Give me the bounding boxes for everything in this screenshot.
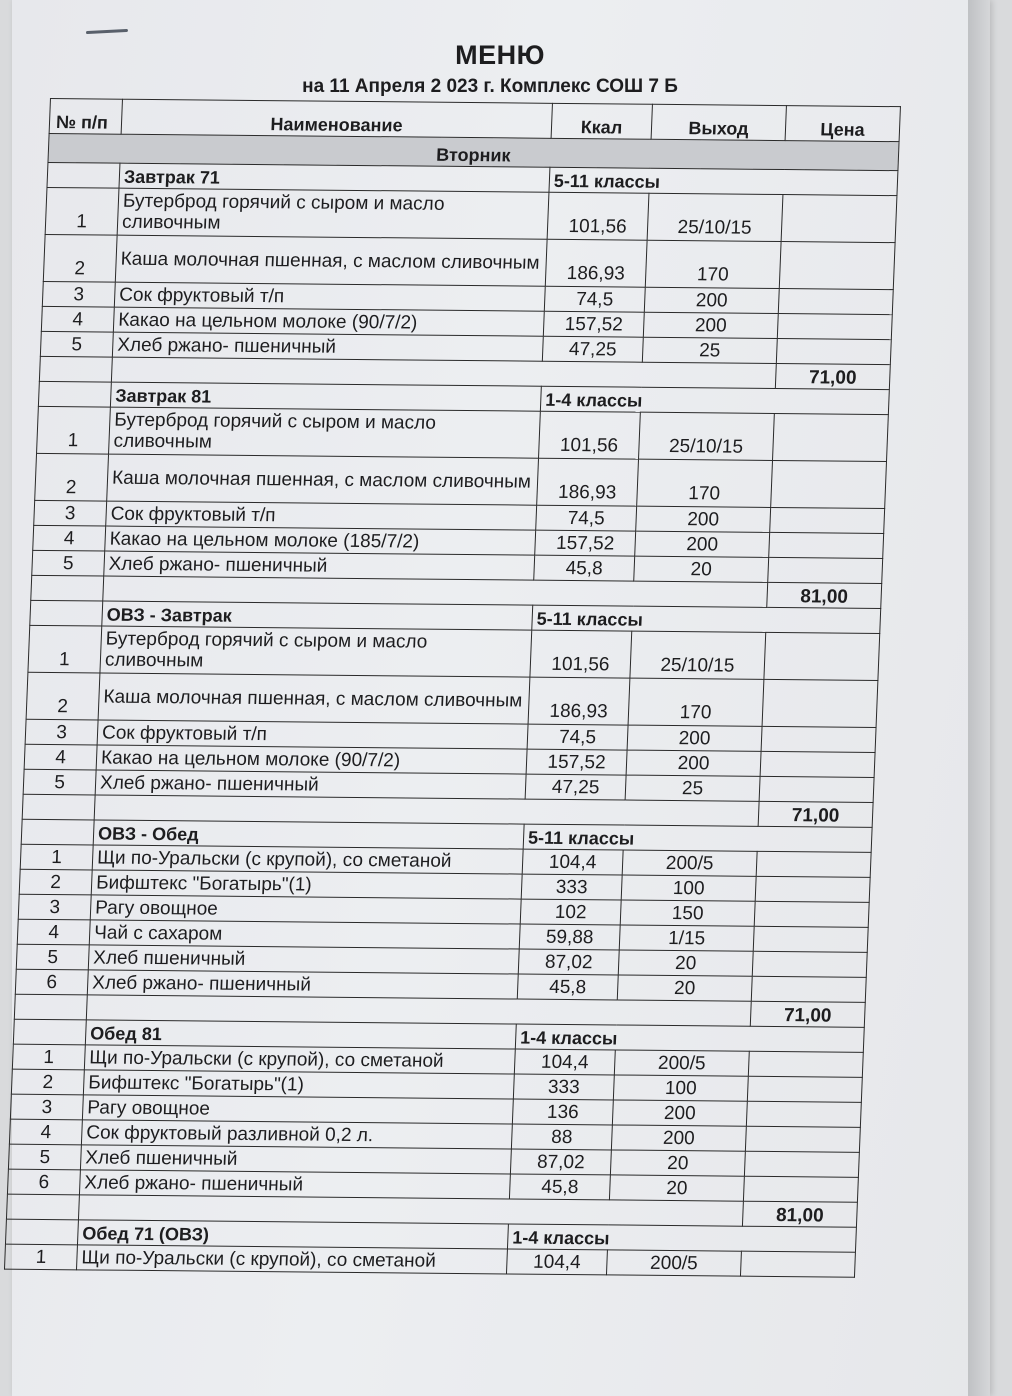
dish-output: 25 <box>625 775 760 801</box>
dish-price <box>777 314 892 340</box>
total-empty-cell <box>14 994 87 1020</box>
table-row <box>26 672 878 727</box>
section-title: Обед 81 <box>85 1020 516 1049</box>
dish-name: Хлеб ржано- пшеничный <box>95 770 526 799</box>
dish-kcal: 87,02 <box>510 1149 611 1175</box>
dish-kcal: 74,5 <box>536 505 637 531</box>
day-label: Вторник <box>48 133 899 170</box>
dish-output: 25 <box>642 337 777 363</box>
dish-name: Сок фруктовый т/п <box>97 720 528 749</box>
section-title: ОВЗ - Завтрак <box>102 601 533 630</box>
row-number: 3 <box>10 1094 83 1120</box>
dish-name: Хлеб пшеничный <box>80 1145 511 1174</box>
section-title: Завтрак 81 <box>110 382 541 411</box>
section-num-cell <box>13 1019 86 1045</box>
table-row <box>35 453 887 508</box>
dish-price <box>754 901 869 927</box>
dish-name: Хлеб ржано- пшеничный <box>112 332 543 361</box>
dish-name: Хлеб ржано- пшеничный <box>104 551 535 580</box>
dish-kcal: 104,4 <box>506 1249 607 1275</box>
dish-output: 25/10/15 <box>630 631 766 679</box>
section-total-price: 71,00 <box>758 801 873 827</box>
dish-kcal: 101,56 <box>539 411 641 459</box>
row-number: 5 <box>32 550 105 576</box>
dish-price <box>776 338 891 364</box>
row-number: 2 <box>26 672 100 720</box>
section-title: Обед 71 (ОВЗ) <box>77 1220 508 1249</box>
dish-output: 200/5 <box>606 1250 741 1276</box>
dish-kcal: 157,52 <box>543 311 644 337</box>
dish-output: 20 <box>617 975 752 1001</box>
section-group: 5-11 классы <box>549 167 898 195</box>
row-number: 4 <box>41 306 114 332</box>
dish-name: Какао на цельном молоке (185/7/2) <box>105 526 536 555</box>
dish-price <box>762 679 878 727</box>
dish-price <box>779 242 895 290</box>
dish-output: 200 <box>636 506 771 532</box>
dish-kcal: 47,25 <box>542 336 643 362</box>
section-group: 5-11 классы <box>523 824 872 852</box>
table-row <box>45 187 897 242</box>
dish-name: Бифштекс "Богатырь"(1) <box>83 1070 514 1099</box>
dish-name: Бутерброд горячий с сыром и масло сливочным <box>117 188 549 239</box>
dish-output: 200 <box>635 531 770 557</box>
dish-name: Каша молочная пшенная, с маслом сливочным <box>107 454 539 505</box>
row-number: 2 <box>35 453 109 501</box>
section-group: 5-11 классы <box>532 605 881 633</box>
dish-kcal: 101,56 <box>547 192 649 240</box>
dish-output: 200 <box>612 1100 747 1126</box>
dish-kcal: 87,02 <box>518 949 619 975</box>
dish-name: Сок фруктовый т/п <box>106 501 537 530</box>
dish-output: 25/10/15 <box>647 193 783 241</box>
row-number: 3 <box>34 500 107 526</box>
dish-output: 1/15 <box>619 925 754 951</box>
dish-kcal: 186,93 <box>537 458 639 506</box>
header-price: Цена <box>785 106 900 142</box>
row-number: 3 <box>25 719 98 745</box>
section-num-cell <box>47 162 120 188</box>
dish-kcal: 104,4 <box>514 1049 615 1075</box>
table-row <box>43 234 895 289</box>
section-num-cell <box>30 600 103 626</box>
dish-kcal: 45,8 <box>517 974 618 1000</box>
dish-price <box>747 1076 862 1102</box>
dish-price <box>746 1101 861 1127</box>
dish-output: 20 <box>610 1150 745 1176</box>
row-number: 1 <box>12 1044 85 1070</box>
dish-kcal: 136 <box>512 1099 613 1125</box>
dish-name: Щи по-Уральски (с крупой), со сметаной <box>92 845 523 874</box>
dish-price <box>745 1126 860 1152</box>
dish-kcal: 102 <box>520 899 621 925</box>
total-empty-cell <box>31 575 104 601</box>
row-number: 4 <box>9 1119 82 1145</box>
total-empty-cell <box>6 1194 79 1220</box>
dish-output: 200/5 <box>622 850 757 876</box>
dish-output: 20 <box>618 950 753 976</box>
dish-name: Бутерброд горячий с сыром и масло сливочным <box>100 626 532 677</box>
dish-output: 200/5 <box>614 1050 749 1076</box>
dish-name: Сок фруктовый т/п <box>114 282 545 311</box>
dish-output: 170 <box>645 240 781 288</box>
dish-output: 170 <box>637 459 773 507</box>
menu-table-wrapper <box>4 98 940 1278</box>
dish-price <box>773 413 889 461</box>
row-number: 5 <box>8 1144 81 1170</box>
dish-price <box>759 776 874 802</box>
dish-kcal: 157,52 <box>535 530 636 556</box>
dish-price <box>781 195 897 243</box>
dish-name: Сок фруктовый разливной 0,2 л. <box>81 1120 512 1149</box>
dish-price <box>764 632 880 680</box>
dish-kcal: 45,8 <box>509 1174 610 1200</box>
dish-price <box>755 876 870 902</box>
dish-kcal: 45,8 <box>534 555 635 581</box>
dish-name: Бутерброд горячий с сыром и масло сливочным <box>109 407 541 458</box>
row-number: 4 <box>24 744 97 770</box>
dish-kcal: 333 <box>521 874 622 900</box>
dish-price <box>770 507 885 533</box>
dish-output: 20 <box>634 556 769 582</box>
dish-kcal: 74,5 <box>527 724 628 750</box>
dish-name: Какао на цельном молоке (90/7/2) <box>113 307 544 336</box>
dish-name: Рагу овощное <box>82 1095 513 1124</box>
dish-name: Хлеб ржано- пшеничный <box>87 970 518 999</box>
row-number: 1 <box>45 187 119 235</box>
row-number: 2 <box>43 234 117 282</box>
row-number: 1 <box>4 1244 77 1270</box>
dish-kcal: 88 <box>511 1124 612 1150</box>
row-number: 4 <box>33 525 106 551</box>
section-title: ОВЗ - Обед <box>93 820 524 849</box>
dish-price <box>752 951 867 977</box>
dish-kcal: 74,5 <box>544 286 645 312</box>
header-output: Выход <box>651 104 786 140</box>
dish-kcal: 101,56 <box>530 630 632 678</box>
dish-price <box>756 851 871 877</box>
row-number: 6 <box>15 969 88 995</box>
dish-price <box>751 976 866 1002</box>
dish-output: 200 <box>627 725 762 751</box>
menu-table <box>4 98 901 1278</box>
dish-name: Хлеб ржано- пшеничный <box>79 1170 510 1199</box>
dish-price <box>778 289 893 315</box>
dish-name: Щи по-Уральски (с крупой), со сметаной <box>76 1245 507 1274</box>
dish-price <box>760 751 875 777</box>
dish-output: 25/10/15 <box>639 412 775 460</box>
dish-price <box>748 1051 863 1077</box>
dish-kcal: 104,4 <box>522 849 623 875</box>
dish-price <box>769 532 884 558</box>
section-num-cell <box>38 381 111 407</box>
dish-name: Бифштекс "Богатырь"(1) <box>91 870 522 899</box>
dish-price <box>761 726 876 752</box>
dish-name: Рагу овощное <box>90 895 521 924</box>
table-row <box>28 625 880 680</box>
row-number: 6 <box>7 1169 80 1195</box>
section-num-cell <box>5 1219 78 1245</box>
dish-price <box>744 1151 859 1177</box>
section-group: 1-4 классы <box>515 1024 864 1052</box>
dish-output: 200 <box>643 312 778 338</box>
section-total-price: 71,00 <box>750 1001 865 1027</box>
header-name: Наименование <box>121 99 552 138</box>
dish-kcal: 186,93 <box>545 239 647 287</box>
dish-price <box>743 1176 858 1202</box>
dish-name: Чай с сахаром <box>89 920 520 949</box>
dish-name: Какао на цельном молоке (90/7/2) <box>96 745 527 774</box>
section-total-price: 81,00 <box>767 582 882 608</box>
row-number: 3 <box>42 281 115 307</box>
dish-kcal: 186,93 <box>528 677 630 725</box>
section-group: 1-4 классы <box>507 1224 856 1252</box>
dish-kcal: 333 <box>513 1074 614 1100</box>
dish-price <box>753 926 868 952</box>
page-title: МЕНЮ <box>455 40 545 70</box>
page-subtitle: на 11 Апреля 2 023 г. Комплекс СОШ 7 Б <box>302 76 678 97</box>
row-number: 2 <box>11 1069 84 1095</box>
dish-price <box>771 460 887 508</box>
section-title: Завтрак 71 <box>119 163 550 192</box>
pen-mark <box>86 29 128 34</box>
dish-output: 200 <box>611 1125 746 1151</box>
total-empty-cell <box>39 356 112 382</box>
paper-edge <box>968 0 990 1396</box>
dish-name: Каша молочная пшенная, с маслом сливочным <box>115 235 547 286</box>
row-number: 1 <box>28 625 102 673</box>
section-group: 1-4 классы <box>540 386 889 414</box>
row-number: 5 <box>16 944 89 970</box>
dish-output: 100 <box>613 1075 748 1101</box>
row-number: 4 <box>17 919 90 945</box>
dish-name: Хлеб пшеничный <box>88 945 519 974</box>
row-number: 1 <box>20 844 93 870</box>
dish-name: Каша молочная пшенная, с маслом сливочным <box>98 673 530 724</box>
row-number: 5 <box>40 331 113 357</box>
dish-output: 200 <box>644 287 779 313</box>
total-empty-cell <box>22 794 95 820</box>
dish-output: 100 <box>621 875 756 901</box>
row-number: 1 <box>37 406 111 454</box>
dish-name: Щи по-Уральски (с крупой), со сметаной <box>84 1045 515 1074</box>
section-total-price: 81,00 <box>742 1201 857 1227</box>
dish-kcal: 47,25 <box>525 774 626 800</box>
header-num: № п/п <box>49 99 122 135</box>
section-total-price: 71,00 <box>775 363 890 389</box>
dish-output: 20 <box>609 1175 744 1201</box>
dish-output: 200 <box>626 750 761 776</box>
row-number: 5 <box>23 769 96 795</box>
header-kcal: Ккал <box>551 103 652 139</box>
dish-output: 150 <box>620 900 755 926</box>
dish-price <box>740 1251 855 1277</box>
dish-price <box>768 557 883 583</box>
dish-kcal: 59,88 <box>519 924 620 950</box>
dish-output: 170 <box>628 678 764 726</box>
section-num-cell <box>21 819 94 845</box>
dish-kcal: 157,52 <box>526 749 627 775</box>
row-number: 3 <box>18 894 91 920</box>
row-number: 2 <box>19 869 92 895</box>
table-row <box>37 406 889 461</box>
